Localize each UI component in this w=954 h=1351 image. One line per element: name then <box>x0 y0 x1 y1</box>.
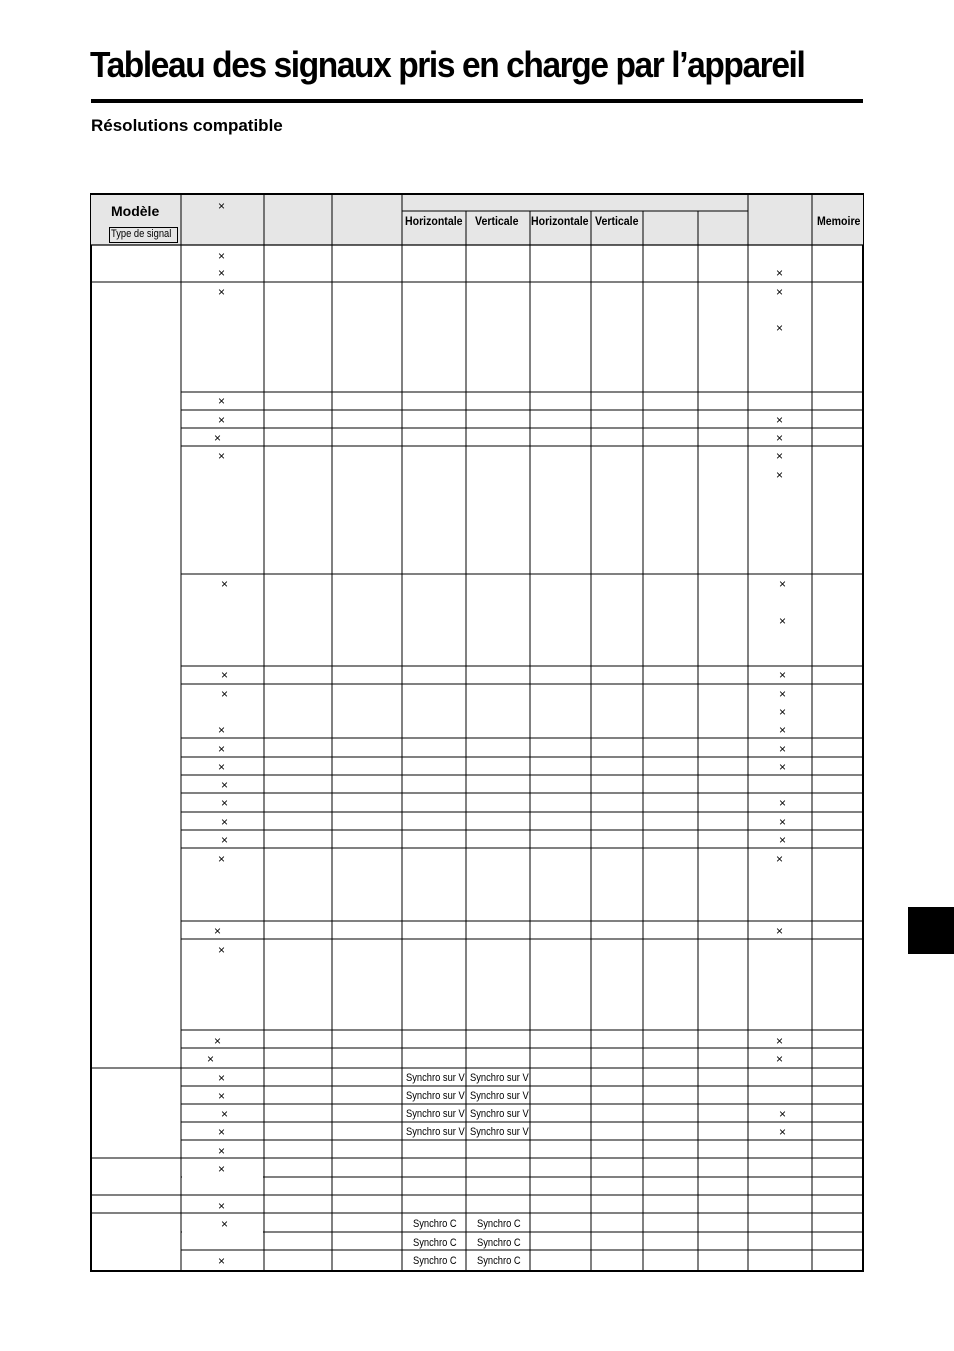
times-mark: × <box>221 1217 229 1231</box>
header-memoire: Memoire <box>817 214 861 228</box>
times-mark: × <box>218 1089 226 1103</box>
synchro-c-label: Synchro C <box>413 1237 457 1249</box>
times-mark: × <box>218 413 226 427</box>
times-mark: × <box>214 924 222 938</box>
synchro-v-label: Synchro sur V <box>470 1090 529 1102</box>
times-mark: × <box>218 1254 226 1268</box>
times-mark: × <box>221 833 229 847</box>
times-mark: × <box>776 1034 784 1048</box>
times-mark: × <box>779 723 787 737</box>
times-mark: × <box>221 815 229 829</box>
synchro-v-label: Synchro sur V <box>470 1126 529 1138</box>
times-mark: × <box>779 687 787 701</box>
times-mark: × <box>779 742 787 756</box>
synchro-v-label: Synchro sur V <box>470 1072 529 1084</box>
header-type-signal: Type de signal <box>111 228 172 240</box>
times-mark: × <box>779 705 787 719</box>
times-mark: × <box>776 321 784 335</box>
times-mark: × <box>221 668 229 682</box>
header-modele: Modèle <box>111 203 160 219</box>
times-mark: × <box>218 285 226 299</box>
times-mark: × <box>218 249 226 263</box>
times-mark: × <box>776 431 784 445</box>
times-mark: × <box>779 577 787 591</box>
times-mark: × <box>218 394 226 408</box>
header-horizontale-2: Horizontale <box>531 214 589 228</box>
times-mark: × <box>779 796 787 810</box>
header-times-mark: × <box>218 199 226 213</box>
times-mark: × <box>779 833 787 847</box>
times-mark: × <box>218 1162 226 1176</box>
times-mark: × <box>776 924 784 938</box>
times-mark: × <box>221 577 229 591</box>
times-mark: × <box>221 796 229 810</box>
times-mark: × <box>218 1144 226 1158</box>
times-mark: × <box>779 815 787 829</box>
synchro-v-label: Synchro sur V <box>406 1090 465 1102</box>
times-mark: × <box>776 468 784 482</box>
times-mark: × <box>218 449 226 463</box>
header-verticale-2: Verticale <box>595 214 639 228</box>
times-mark: × <box>218 760 226 774</box>
header-horizontale-1: Horizontale <box>405 214 463 228</box>
times-mark: × <box>779 760 787 774</box>
times-mark: × <box>207 1052 215 1066</box>
synchro-v-label: Synchro sur V <box>406 1108 465 1120</box>
times-mark: × <box>218 266 226 280</box>
synchro-v-label: Synchro sur V <box>406 1072 465 1084</box>
times-mark: × <box>776 266 784 280</box>
times-mark: × <box>218 723 226 737</box>
synchro-c-label: Synchro C <box>413 1255 457 1267</box>
chapter-tab-marker <box>908 907 954 954</box>
times-mark: × <box>779 668 787 682</box>
synchro-v-label: Synchro sur V <box>406 1126 465 1138</box>
times-mark: × <box>218 852 226 866</box>
times-mark: × <box>218 1071 226 1085</box>
times-mark: × <box>776 413 784 427</box>
synchro-c-label: Synchro C <box>477 1237 521 1249</box>
times-mark: × <box>218 1199 226 1213</box>
page-title: Tableau des signaux pris en charge par l’appareil <box>90 44 805 85</box>
times-mark: × <box>214 1034 222 1048</box>
times-mark: × <box>218 1125 226 1139</box>
synchro-c-label: Synchro C <box>413 1218 457 1230</box>
times-mark: × <box>779 1125 787 1139</box>
times-mark: × <box>779 614 787 628</box>
header-verticale-1: Verticale <box>475 214 519 228</box>
synchro-v-label: Synchro sur V <box>470 1108 529 1120</box>
times-mark: × <box>221 1107 229 1121</box>
times-mark: × <box>214 431 222 445</box>
synchro-c-label: Synchro C <box>477 1218 521 1230</box>
times-mark: × <box>776 449 784 463</box>
times-mark: × <box>776 1052 784 1066</box>
times-mark: × <box>221 687 229 701</box>
times-mark: × <box>779 1107 787 1121</box>
synchro-c-label: Synchro C <box>477 1255 521 1267</box>
times-mark: × <box>776 285 784 299</box>
times-mark: × <box>776 852 784 866</box>
times-mark: × <box>221 778 229 792</box>
times-mark: × <box>218 742 226 756</box>
times-mark: × <box>218 943 226 957</box>
section-subtitle: Résolutions compatible <box>91 116 283 135</box>
